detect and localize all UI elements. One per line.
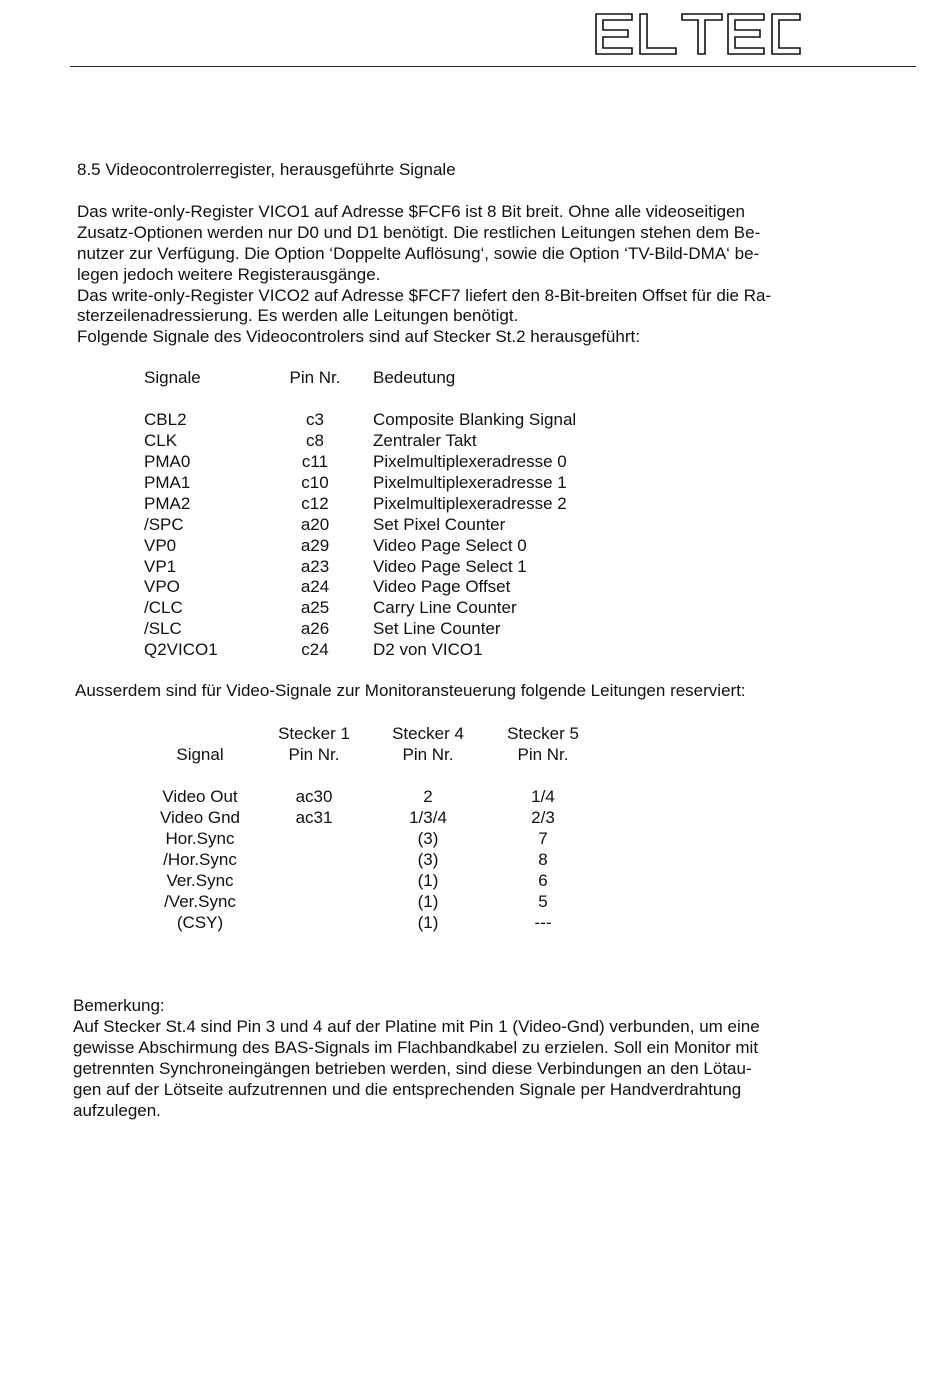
intro-line: Das write-only-Register VICO1 auf Adresse $FCF6 ist 8 Bit breit. Ohne alle videoseitigen (77, 202, 746, 221)
signal-cell: PMA0 (144, 452, 191, 471)
pin-cell: a26 (300, 619, 330, 638)
stecker5-cell: 7 (538, 829, 548, 848)
pin-cell: c10 (301, 473, 329, 492)
signal-cell: VP0 (144, 536, 177, 555)
remark-title: Bemerkung: (73, 996, 165, 1015)
stecker5-cell: 2/3 (531, 808, 555, 827)
monitor-intro: Ausserdem sind für Video-Signale zur Monitoransteuerung folgende Leitungen reserviert: (75, 681, 746, 700)
remark-line: gewisse Abschirmung des BAS-Signals im Flachbandkabel zu erzielen. Soll ein Monitor mit (73, 1038, 759, 1057)
meaning-cell: Carry Line Counter (373, 598, 517, 617)
signal-cell: /Ver.Sync (164, 892, 236, 911)
pin-cell: c12 (301, 494, 329, 513)
header-rule (70, 66, 916, 67)
meaning-cell: Pixelmultiplexeradresse 1 (373, 473, 567, 492)
meaning-cell: Video Page Offset (373, 577, 511, 596)
stecker5-cell: --- (534, 913, 552, 932)
remark-line: gen auf der Lötseite aufzutrennen und die entsprechenden Signale per Handverdrahtung (73, 1080, 742, 1099)
stecker1-cell: ac31 (295, 808, 333, 827)
stecker5-cell: 8 (538, 850, 548, 869)
intro-line: sterzeilenadressierung. Es werden alle Leitungen benötigt. (77, 306, 519, 325)
intro-line: Das write-only-Register VICO2 auf Adresse $FCF7 liefert den 8-Bit-breiten Offset für die Ra- (77, 286, 772, 305)
intro-line: Folgende Signale des Videocontrolers sind auf Stecker St.2 herausgeführt: (77, 327, 640, 346)
pin-cell: c8 (306, 431, 324, 450)
header-pin: Pin Nr. (289, 368, 341, 387)
signal-cell: Q2VICO1 (144, 640, 218, 659)
stecker4-cell: (3) (417, 829, 439, 848)
signal-cell: /CLC (144, 598, 183, 617)
stecker4-cell: (1) (417, 871, 439, 890)
intro-line: legen jedoch weitere Registerausgänge. (77, 265, 381, 284)
eltec-logo (592, 10, 802, 58)
meaning-cell: Pixelmultiplexeradresse 2 (373, 494, 567, 513)
signal-cell: PMA1 (144, 473, 191, 492)
header-pin: Pin Nr. (402, 745, 454, 764)
header-stecker5: Stecker 5 (507, 724, 579, 743)
signal-cell: /SLC (144, 619, 182, 638)
pin-cell: c3 (306, 410, 324, 429)
stecker5-cell: 5 (538, 892, 548, 911)
signal-cell: Hor.Sync (165, 829, 235, 848)
stecker4-cell: 1/3/4 (409, 808, 447, 827)
signal-cell: VPO (144, 577, 180, 596)
signal-cell: CLK (144, 431, 178, 450)
meaning-cell: Video Page Select 0 (373, 536, 527, 555)
pin-cell: a29 (300, 536, 330, 555)
signal-cell: Video Out (162, 787, 238, 806)
stecker4-cell: (1) (417, 913, 439, 932)
pin-cell: c11 (301, 452, 329, 471)
signal-cell: (CSY) (176, 913, 224, 932)
header-signal: Signale (144, 368, 201, 387)
pin-cell: a20 (300, 515, 330, 534)
signal-cell: Ver.Sync (166, 871, 234, 890)
signal-cell: PMA2 (144, 494, 191, 513)
signal-cell: /Hor.Sync (163, 850, 237, 869)
meaning-cell: D2 von VICO1 (373, 640, 483, 659)
header-signal: Signal (176, 745, 224, 764)
pin-cell: a25 (300, 598, 330, 617)
pin-cell: a23 (300, 557, 330, 576)
header-meaning: Bedeutung (373, 368, 456, 387)
header-stecker4: Stecker 4 (392, 724, 464, 743)
meaning-cell: Zentraler Takt (373, 431, 477, 450)
section-heading: 8.5 Videocontrolerregister, herausgeführte Signale (77, 160, 456, 179)
remark-line: Auf Stecker St.4 sind Pin 3 und 4 auf der Platine mit Pin 1 (Video-Gnd) verbunden, um eine (73, 1017, 760, 1036)
signal-cell: Video Gnd (159, 808, 241, 827)
header-stecker1: Stecker 1 (278, 724, 350, 743)
stecker1-cell: ac30 (295, 787, 333, 806)
stecker4-cell: (3) (417, 850, 439, 869)
header-pin: Pin Nr. (517, 745, 569, 764)
signal-cell: CBL2 (144, 410, 187, 429)
stecker5-cell: 6 (538, 871, 548, 890)
remark-line: aufzulegen. (73, 1101, 161, 1120)
meaning-cell: Set Pixel Counter (373, 515, 506, 534)
intro-line: Zusatz-Optionen werden nur D0 und D1 benötigt. Die restlichen Leitungen stehen dem Be- (77, 223, 761, 242)
intro-line: nutzer zur Verfügung. Die Option ‘Doppelte Auflösung‘, sowie die Option ‘TV-Bild-DMA‘ be- (77, 244, 760, 263)
stecker5-cell: 1/4 (531, 787, 555, 806)
pin-cell: c24 (301, 640, 329, 659)
signal-cell: /SPC (144, 515, 184, 534)
signal-cell: VP1 (144, 557, 177, 576)
pin-cell: a24 (300, 577, 330, 596)
remark-line: getrennten Synchroneingängen betrieben werden, sind diese Verbindungen an den Lötau- (73, 1059, 752, 1078)
meaning-cell: Composite Blanking Signal (373, 410, 577, 429)
meaning-cell: Pixelmultiplexeradresse 0 (373, 452, 567, 471)
stecker4-cell: (1) (417, 892, 439, 911)
header-pin: Pin Nr. (288, 745, 340, 764)
meaning-cell: Video Page Select 1 (373, 557, 527, 576)
stecker4-cell: 2 (423, 787, 433, 806)
meaning-cell: Set Line Counter (373, 619, 501, 638)
